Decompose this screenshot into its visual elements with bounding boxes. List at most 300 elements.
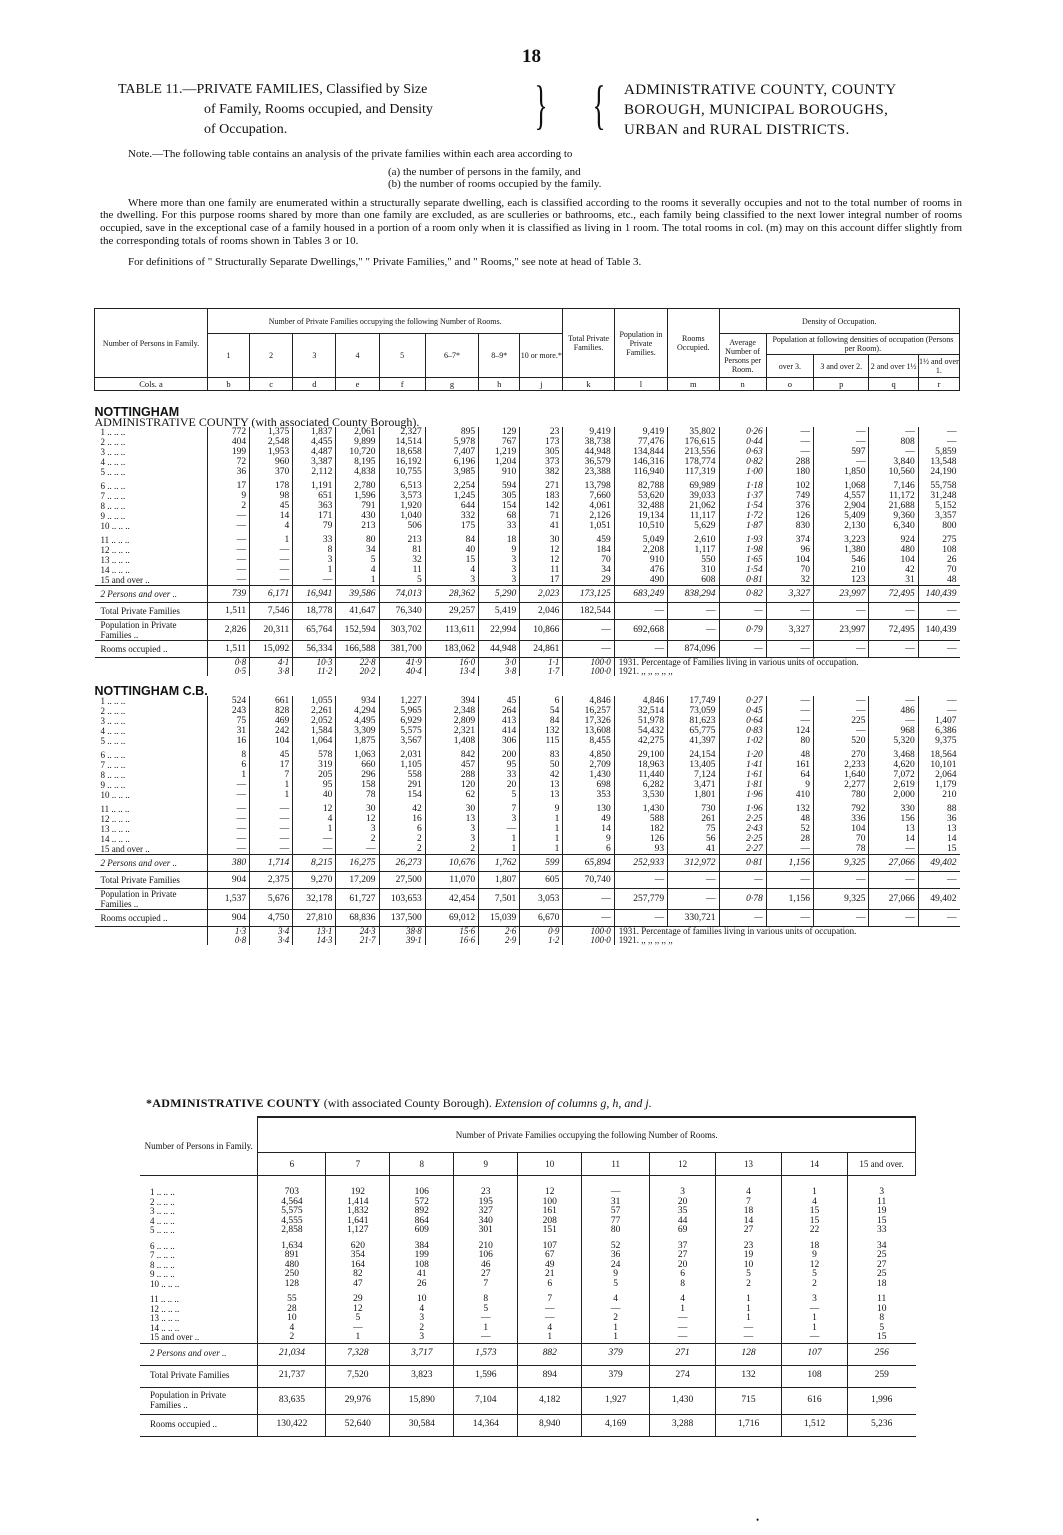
table-row: [95, 696, 960, 706]
table-cell: 0·78: [719, 889, 766, 910]
table-cell: 2: [782, 1280, 848, 1290]
table-cell: 25: [847, 1270, 915, 1280]
table-cell: 10: [716, 1261, 782, 1271]
col-letter: q: [869, 378, 918, 391]
table-cell: 3,530: [614, 790, 667, 800]
table-cell: 270: [814, 750, 869, 760]
table-cell: 490: [614, 575, 667, 586]
table-cell: 2,277: [814, 780, 869, 790]
table-cell: 3: [293, 555, 336, 565]
percentage-cell: 4·1: [250, 658, 293, 668]
table-cell: 2: [336, 834, 379, 844]
table-cell: 39,033: [668, 491, 719, 501]
table-cell: 1,375: [250, 427, 293, 437]
table-cell: 12: [326, 1305, 390, 1315]
table-cell: 4,846: [563, 696, 614, 706]
table-cell: 24: [582, 1261, 650, 1271]
table-cell: 14,364: [454, 1414, 518, 1436]
table-cell: 107: [518, 1242, 582, 1252]
col-letter: r: [918, 378, 959, 391]
extension-title-italic: Extension of columns g, h, and j.: [491, 1096, 652, 1110]
table-cell: 3: [479, 814, 520, 824]
table-cell: —: [918, 603, 959, 620]
table-cell: 30: [425, 804, 478, 814]
table-cell: —: [250, 545, 293, 555]
row-label: Population in Private Families ..: [95, 620, 208, 641]
percentage-cell: 2·6: [479, 927, 520, 937]
table-cell: 33: [293, 535, 336, 545]
table-cell: 6,386: [918, 726, 959, 736]
table-cell: 96: [766, 545, 813, 555]
row-label: 4 .. .. ..: [100, 457, 126, 467]
table-cell: 476: [614, 565, 667, 575]
table-cell: 340: [454, 1217, 518, 1227]
extension-title: [146, 1096, 652, 1111]
table-row: [140, 1217, 916, 1227]
row-label: Total Private Families: [95, 872, 208, 889]
table-cell: 2,348: [425, 706, 478, 716]
table-notes: [100, 148, 962, 269]
col-letter: o: [766, 378, 813, 391]
table-cell: 2,126: [563, 511, 614, 521]
percentage-note: 1931. Percentage of Families living in various units of occupation.: [614, 658, 959, 668]
table-cell: —: [918, 872, 959, 889]
table-cell: 2: [425, 844, 478, 855]
table-cell: 42,275: [614, 736, 667, 746]
table-cell: 69,989: [668, 481, 719, 491]
table-cell: 17,209: [336, 872, 379, 889]
table-cell: 24,154: [668, 750, 719, 760]
table-cell: 1,408: [425, 736, 478, 746]
table-cell: 16,257: [563, 706, 614, 716]
table-cell: 72,495: [869, 586, 918, 603]
area-line-3: URBAN and RURAL DISTRICTS.: [624, 122, 850, 138]
table-cell: 225: [814, 716, 869, 726]
table-cell: 35: [650, 1207, 716, 1217]
table-cell: 10: [847, 1305, 915, 1315]
table-cell: 13: [425, 814, 478, 824]
table-cell: 17: [208, 481, 250, 491]
percentage-cell: 1·7: [520, 667, 563, 676]
table-cell: 1: [208, 770, 250, 780]
table-cell: 2,233: [814, 760, 869, 770]
table-cell: 1·81: [719, 780, 766, 790]
table-cell: 5: [782, 1270, 848, 1280]
table-cell: —: [563, 889, 614, 910]
percentage-row-1921: [95, 936, 960, 945]
col-letter: n: [719, 378, 766, 391]
table-cell: 36: [918, 814, 959, 824]
table-cell: 10: [258, 1314, 326, 1324]
table-cell: 132: [766, 804, 813, 814]
summary-row-persons2: [95, 586, 960, 603]
table-cell: 23: [520, 427, 563, 437]
row-label: 14 .. .. ..: [100, 834, 130, 844]
table-cell: 354: [326, 1251, 390, 1261]
table-cell: 67: [518, 1251, 582, 1261]
percentage-cell: 24·3: [336, 927, 379, 937]
table-cell: 130: [563, 804, 614, 814]
row-label: 3 .. .. ..: [100, 447, 126, 457]
percentage-cell: 3·8: [479, 667, 520, 676]
table-cell: 1,927: [582, 1387, 650, 1414]
row-label: 14 .. .. ..: [100, 565, 130, 575]
table-cell: 18,778: [293, 603, 336, 620]
table-cell: —: [208, 814, 250, 824]
table-cell: 158: [336, 780, 379, 790]
table-cell: 3,567: [379, 736, 425, 746]
table-cell: 178,774: [668, 457, 719, 467]
table-cell: 605: [520, 872, 563, 889]
table-cell: 123: [814, 575, 869, 586]
table-cell: —: [614, 603, 667, 620]
table-cell: 23: [716, 1242, 782, 1252]
table-row: [95, 834, 960, 844]
table-cell: 578: [293, 750, 336, 760]
table-cell: 1: [518, 1333, 582, 1343]
table-cell: 1·93: [719, 535, 766, 545]
table-cell: 4,182: [518, 1387, 582, 1414]
table-row: [95, 575, 960, 586]
table-cell: 47: [326, 1280, 390, 1290]
table-row: [95, 824, 960, 834]
row-label: Rooms occupied ..: [95, 641, 208, 658]
table-cell: —: [918, 910, 959, 927]
table-cell: 210: [454, 1242, 518, 1252]
table-cell: 1: [716, 1295, 782, 1305]
table-cell: 70: [814, 834, 869, 844]
table-cell: 77: [582, 1217, 650, 1227]
table-cell: 8: [650, 1280, 716, 1290]
percentage-cell: 1·3: [208, 927, 250, 937]
table-cell: 17: [520, 575, 563, 586]
table-cell: 0·44: [719, 437, 766, 447]
table-cell: 303,702: [379, 620, 425, 641]
table-cell: —: [869, 872, 918, 889]
table-cell: —: [782, 1333, 848, 1343]
page-number: 18: [522, 46, 541, 67]
row-label: 3 .. .. ..: [150, 1206, 175, 1216]
table-cell: 74,013: [379, 586, 425, 603]
table-cell: 23: [454, 1188, 518, 1198]
table-cell: 52,640: [326, 1414, 390, 1436]
table-cell: 5: [479, 790, 520, 800]
note-definitions: For definitions of " Structurally Separate Dwellings," " Private Families," and " Rooms," see note at head of Table 3.: [128, 256, 642, 269]
col-head-density-group: Population at following densities of occupation (Persons per Room).: [766, 334, 959, 355]
table-cell: 13: [520, 790, 563, 800]
table-cell: 616: [782, 1387, 848, 1414]
table-cell: 11: [847, 1198, 915, 1208]
table-row: [95, 491, 960, 501]
table-cell: 2,061: [336, 427, 379, 437]
table-row: [95, 447, 960, 457]
table-cell: 180: [766, 467, 813, 477]
row-label: 13 .. .. ..: [100, 824, 130, 834]
table-cell: —: [766, 696, 813, 706]
col-head-n: Average Number of Persons per Room.: [719, 334, 766, 378]
table-cell: 4,455: [293, 437, 336, 447]
table-cell: 13,798: [563, 481, 614, 491]
table-cell: 305: [479, 491, 520, 501]
table-cell: 2·43: [719, 824, 766, 834]
table-cell: —: [208, 565, 250, 575]
table-cell: 81,623: [668, 716, 719, 726]
table-cell: 597: [814, 447, 869, 457]
table-cell: 3,717: [390, 1343, 454, 1365]
table-cell: 330: [869, 804, 918, 814]
table-cell: 599: [520, 855, 563, 872]
table-cell: 1·00: [719, 467, 766, 477]
table-cell: 1: [293, 565, 336, 575]
table-row: [95, 726, 960, 736]
table-row: [140, 1242, 916, 1252]
table-cell: 56,334: [293, 641, 336, 658]
table-cell: 330,721: [668, 910, 719, 927]
table-cell: 3: [847, 1188, 915, 1198]
table-cell: 2: [390, 1324, 454, 1334]
ext-col-head-rooms: 14: [782, 1153, 848, 1176]
table-cell: —: [814, 696, 869, 706]
table-cell: 1,204: [479, 457, 520, 467]
table-cell: 1,634: [258, 1242, 326, 1252]
col-head-o: over 3.: [766, 355, 813, 378]
table-cell: 29,100: [614, 750, 667, 760]
table-cell: 176,615: [668, 437, 719, 447]
table-cell: 6,670: [520, 910, 563, 927]
table-cell: 12: [293, 804, 336, 814]
col-letter: g: [425, 378, 478, 391]
table-cell: —: [766, 427, 813, 437]
table-cell: 257,779: [614, 889, 667, 910]
table-cell: 65,894: [563, 855, 614, 872]
table-cell: 2,052: [293, 716, 336, 726]
table-cell: 1·02: [719, 736, 766, 746]
ext-col-head-rooms: 8: [390, 1153, 454, 1176]
table-cell: —: [582, 1305, 650, 1315]
percentage-cell: 2·9: [479, 936, 520, 945]
table-cell: 30,584: [390, 1414, 454, 1436]
table-row: [95, 750, 960, 760]
table-cell: 1,051: [563, 521, 614, 531]
table-cell: 34: [847, 1242, 915, 1252]
percentage-cell: 3·4: [250, 927, 293, 937]
table-cell: 10,510: [614, 521, 667, 531]
table-cell: 27,066: [869, 855, 918, 872]
table-cell: 4: [293, 814, 336, 824]
table-row: [140, 1305, 916, 1315]
table-cell: 21,062: [668, 501, 719, 511]
table-cell: 20: [650, 1261, 716, 1271]
table-cell: —: [208, 575, 250, 586]
table-cell: 70: [563, 555, 614, 565]
table-cell: 715: [716, 1387, 782, 1414]
table-cell: 65,764: [293, 620, 336, 641]
table-cell: 27: [650, 1251, 716, 1261]
table-cell: —: [869, 696, 918, 706]
table-cell: 42: [869, 565, 918, 575]
table-cell: 15: [782, 1217, 848, 1227]
table-cell: 16,192: [379, 457, 425, 467]
table-cell: 24,861: [520, 641, 563, 658]
ext-col-head-rooms: 9: [454, 1153, 518, 1176]
table-row: [95, 790, 960, 800]
table-cell: 5,049: [614, 535, 667, 545]
table-cell: 84: [520, 716, 563, 726]
percentage-cell: 14·3: [293, 936, 336, 945]
table-cell: 457: [425, 760, 478, 770]
table-cell: 2,321: [425, 726, 478, 736]
col-head-p: 3 and over 2.: [814, 355, 869, 378]
table-cell: 864: [390, 1217, 454, 1227]
table-cell: 73,059: [668, 706, 719, 716]
table-cell: 103,653: [379, 889, 425, 910]
table-cell: 252,933: [614, 855, 667, 872]
table-cell: 23,997: [814, 586, 869, 603]
table-cell: 10,560: [869, 467, 918, 477]
table-cell: 48: [918, 575, 959, 586]
table-cell: 15: [847, 1333, 915, 1343]
row-label: Population in Private Families ..: [140, 1387, 258, 1414]
table-cell: 319: [293, 760, 336, 770]
table-cell: 828: [250, 706, 293, 716]
row-label: 2 .. .. ..: [100, 706, 126, 716]
table-cell: 128: [716, 1343, 782, 1365]
table-cell: 6: [379, 824, 425, 834]
table-cell: 394: [425, 696, 478, 706]
title-line-3: of Occupation.: [204, 122, 288, 137]
table-cell: 14: [918, 834, 959, 844]
table-cell: 469: [250, 716, 293, 726]
table-cell: 3,985: [425, 467, 478, 477]
table-cell: 242: [250, 726, 293, 736]
blank-cell: [95, 936, 208, 945]
table-cell: 373: [520, 457, 563, 467]
percentage-cell: 16·0: [425, 658, 478, 668]
table-cell: —: [766, 447, 813, 457]
table-cell: —: [918, 437, 959, 447]
table-cell: 910: [614, 555, 667, 565]
summary-row-rooms: [95, 641, 960, 658]
table-cell: 808: [869, 437, 918, 447]
table-cell: 100: [518, 1198, 582, 1208]
table-cell: 3: [479, 565, 520, 575]
table-cell: 274: [650, 1365, 716, 1387]
table-cell: 14: [250, 511, 293, 521]
section-heading: [95, 676, 960, 696]
table-cell: 6,171: [250, 586, 293, 603]
table-cell: 5,236: [847, 1414, 915, 1436]
table-cell: 520: [814, 736, 869, 746]
table-cell: 15: [847, 1217, 915, 1227]
table-cell: 2·27: [719, 844, 766, 855]
table-cell: 108: [390, 1261, 454, 1271]
table-cell: 4: [336, 565, 379, 575]
row-label: 9 .. .. ..: [100, 780, 126, 790]
extension-table: [140, 1116, 916, 1437]
table-cell: 30: [520, 535, 563, 545]
table-cell: 5,965: [379, 706, 425, 716]
table-cell: 1: [250, 780, 293, 790]
table-cell: 28,362: [425, 586, 478, 603]
table-cell: 0·79: [719, 620, 766, 641]
table-cell: 7,146: [869, 481, 918, 491]
extension-title-bold: *ADMINISTRATIVE COUNTY: [146, 1096, 321, 1110]
table-cell: 924: [869, 535, 918, 545]
col-letter: e: [336, 378, 379, 391]
table-cell: 104: [766, 555, 813, 565]
table-cell: 430: [336, 511, 379, 521]
table-cell: 2,826: [208, 620, 250, 641]
table-cell: 2,112: [293, 467, 336, 477]
table-cell: 910: [479, 467, 520, 477]
table-cell: 904: [208, 872, 250, 889]
table-cell: 5,676: [250, 889, 293, 910]
table-cell: 572: [390, 1198, 454, 1208]
table-cell: 261: [668, 814, 719, 824]
table-cell: 1: [293, 824, 336, 834]
table-cell: 4,846: [614, 696, 667, 706]
table-cell: 75: [208, 716, 250, 726]
row-label: 2 Persons and over ..: [95, 586, 208, 603]
table-cell: 21,034: [258, 1343, 326, 1365]
table-cell: 2·25: [719, 814, 766, 824]
page-mark: •: [756, 1515, 760, 1525]
blank-cell: [95, 927, 208, 937]
table-cell: 0·82: [719, 457, 766, 467]
table-cell: —: [766, 603, 813, 620]
table-cell: —: [766, 706, 813, 716]
table-cell: 1: [520, 834, 563, 844]
table-cell: —: [293, 834, 336, 844]
table-cell: 661: [250, 696, 293, 706]
table-cell: 4: [250, 521, 293, 531]
table-cell: 15,890: [390, 1387, 454, 1414]
area-line-1: ADMINISTRATIVE COUNTY, COUNTY: [624, 82, 897, 98]
table-cell: —: [208, 521, 250, 531]
table-cell: —: [814, 427, 869, 437]
area-line-2: BOROUGH, MUNICIPAL BOROUGHS,: [624, 102, 889, 118]
row-label: 5 .. .. ..: [150, 1225, 175, 1235]
table-cell: 18: [479, 535, 520, 545]
table-cell: 312,972: [668, 855, 719, 872]
table-cell: 21,737: [258, 1365, 326, 1387]
table-cell: 21,688: [869, 501, 918, 511]
percentage-row-1931: [95, 658, 960, 668]
table-cell: 594: [479, 481, 520, 491]
table-cell: 104: [869, 555, 918, 565]
col-letter: h: [479, 378, 520, 391]
table-cell: —: [518, 1305, 582, 1315]
table-cell: 40: [425, 545, 478, 555]
table-cell: 5,290: [479, 586, 520, 603]
table-cell: 2,709: [563, 760, 614, 770]
table-cell: 1·61: [719, 770, 766, 780]
table-cell: 620: [326, 1242, 390, 1252]
table-cell: 5,152: [918, 501, 959, 511]
summary-row-rooms: [95, 910, 960, 927]
col-letter: k: [563, 378, 614, 391]
table-cell: 683,249: [614, 586, 667, 603]
table-cell: 1: [479, 844, 520, 855]
table-cell: 2·25: [719, 834, 766, 844]
table-cell: 23,388: [563, 467, 614, 477]
table-cell: 5: [582, 1280, 650, 1290]
table-cell: 0·63: [719, 447, 766, 457]
table-row: [140, 1251, 916, 1261]
table-cell: 1·18: [719, 481, 766, 491]
table-cell: 120: [425, 780, 478, 790]
table-cell: 45: [250, 750, 293, 760]
